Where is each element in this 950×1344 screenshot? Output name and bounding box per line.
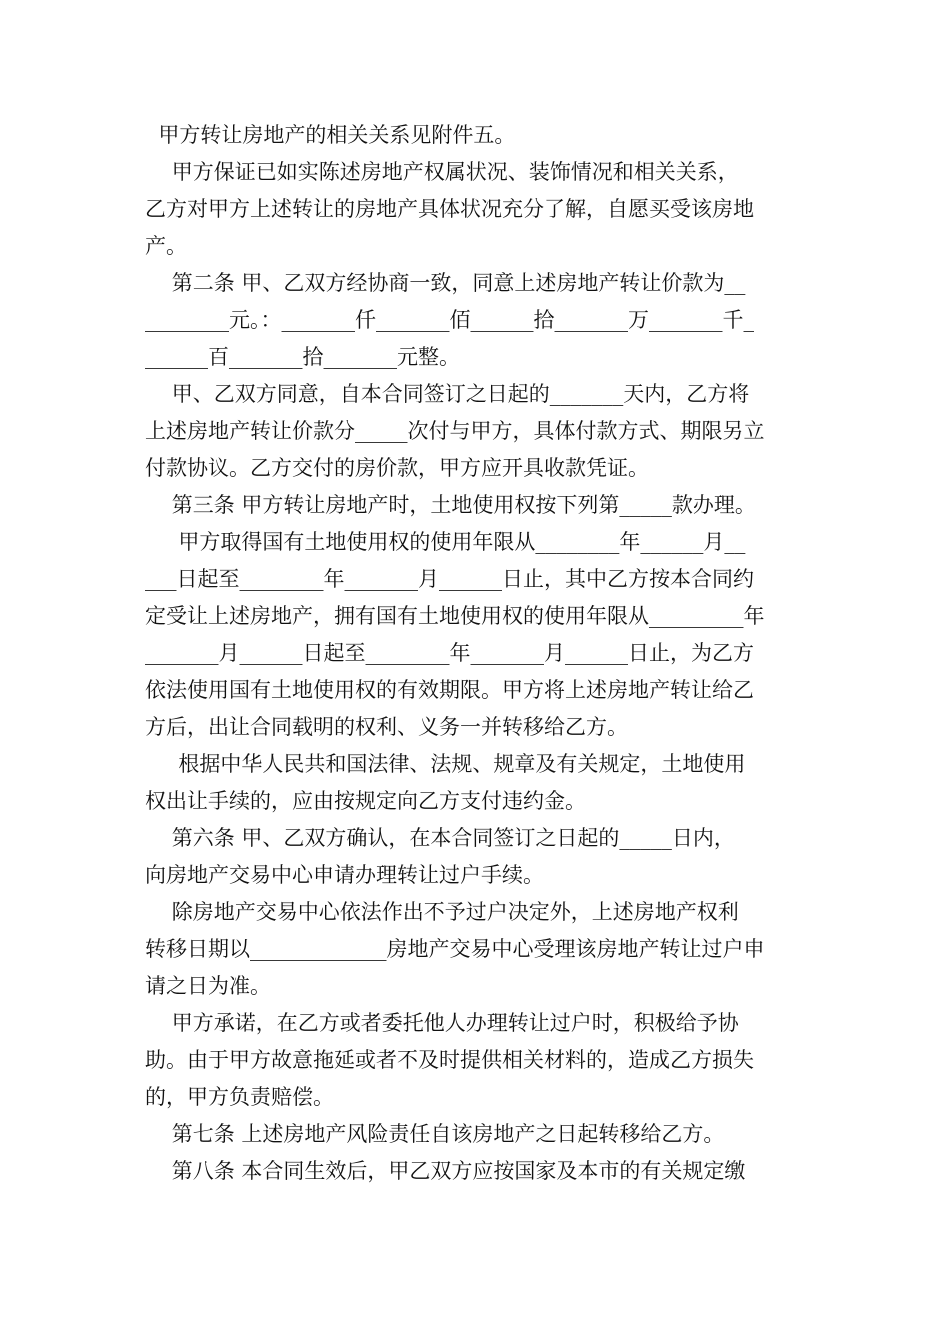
- text-line: 上述房地产转让价款分_____次付与甲方，具体付款方式、期限另立: [145, 419, 765, 443]
- text-line: 方后，出让合同载明的权利、义务一并转移给乙方。: [145, 715, 628, 739]
- text-line: 依法使用国有土地使用权的有效期限。甲方将上述房地产转让给乙: [145, 678, 754, 702]
- text-line: 乙方对甲方上述转让的房地产具体状况充分了解，自愿买受该房地: [145, 197, 754, 221]
- text-line: 定受让上述房地产，拥有国有土地使用权的使用年限从_________年: [145, 604, 765, 628]
- text-line: 甲、乙双方同意，自本合同签订之日起的_______天内，乙方将: [145, 382, 750, 406]
- text-line: 甲方取得国有土地使用权的使用年限从________年______月__: [145, 530, 746, 554]
- text-line: 根据中华人民共和国法律、法规、规章及有关规定，土地使用: [145, 752, 746, 776]
- text-line: 甲方保证已如实陈述房地产权属状况、装饰情况和相关关系，: [145, 160, 739, 184]
- text-line: 向房地产交易中心申请办理转让过户手续。: [145, 863, 544, 887]
- text-line: 除房地产交易中心依法作出不予过户决定外，上述房地产权利: [145, 900, 739, 924]
- text-line: 第二条 甲、乙双方经协商一致，同意上述房地产转让价款为__: [145, 271, 746, 295]
- text-line: 权出让手续的，应由按规定向乙方支付违约金。: [145, 789, 586, 813]
- text-line: ___日起至________年_______月______日止，其中乙方按本合同约: [145, 567, 754, 591]
- text-line: 产。: [145, 234, 187, 258]
- text-line: 第七条 上述房地产风险责任自该房地产之日起转移给乙方。: [145, 1122, 725, 1146]
- text-line: 的，甲方负责赔偿。: [145, 1085, 334, 1109]
- text-line: ______百_______拾_______元整。: [145, 345, 460, 369]
- text-line: 请之日为准。: [145, 974, 271, 998]
- text-line: 转移日期以_____________房地产交易中心受理该房地产转让过户申: [145, 937, 765, 961]
- text-line: _______月______日起至________年_______月______日止，为乙方: [145, 641, 754, 665]
- text-line: 第六条 甲、乙双方确认，在本合同签订之日起的_____日内，: [145, 826, 735, 850]
- text-line: 甲方转让房地产的相关关系见附件五。: [145, 123, 516, 147]
- text-line: 第三条 甲方转让房地产时，土地使用权按下列第_____款办理。: [145, 493, 756, 517]
- text-line: 第八条 本合同生效后，甲乙双方应按国家及本市的有关规定缴: [145, 1159, 746, 1183]
- text-line: 甲方承诺，在乙方或者委托他人办理转让过户时，积极给予协: [145, 1011, 739, 1035]
- text-line: ________元。：_______仟_______佰______拾_______万_______千_: [145, 308, 754, 332]
- text-line: 付款协议。乙方交付的房价款，甲方应开具收款凭证。: [145, 456, 649, 480]
- text-line: 助。由于甲方故意拖延或者不及时提供相关材料的，造成乙方损失: [145, 1048, 754, 1072]
- contract-text: [145, 117, 810, 1190]
